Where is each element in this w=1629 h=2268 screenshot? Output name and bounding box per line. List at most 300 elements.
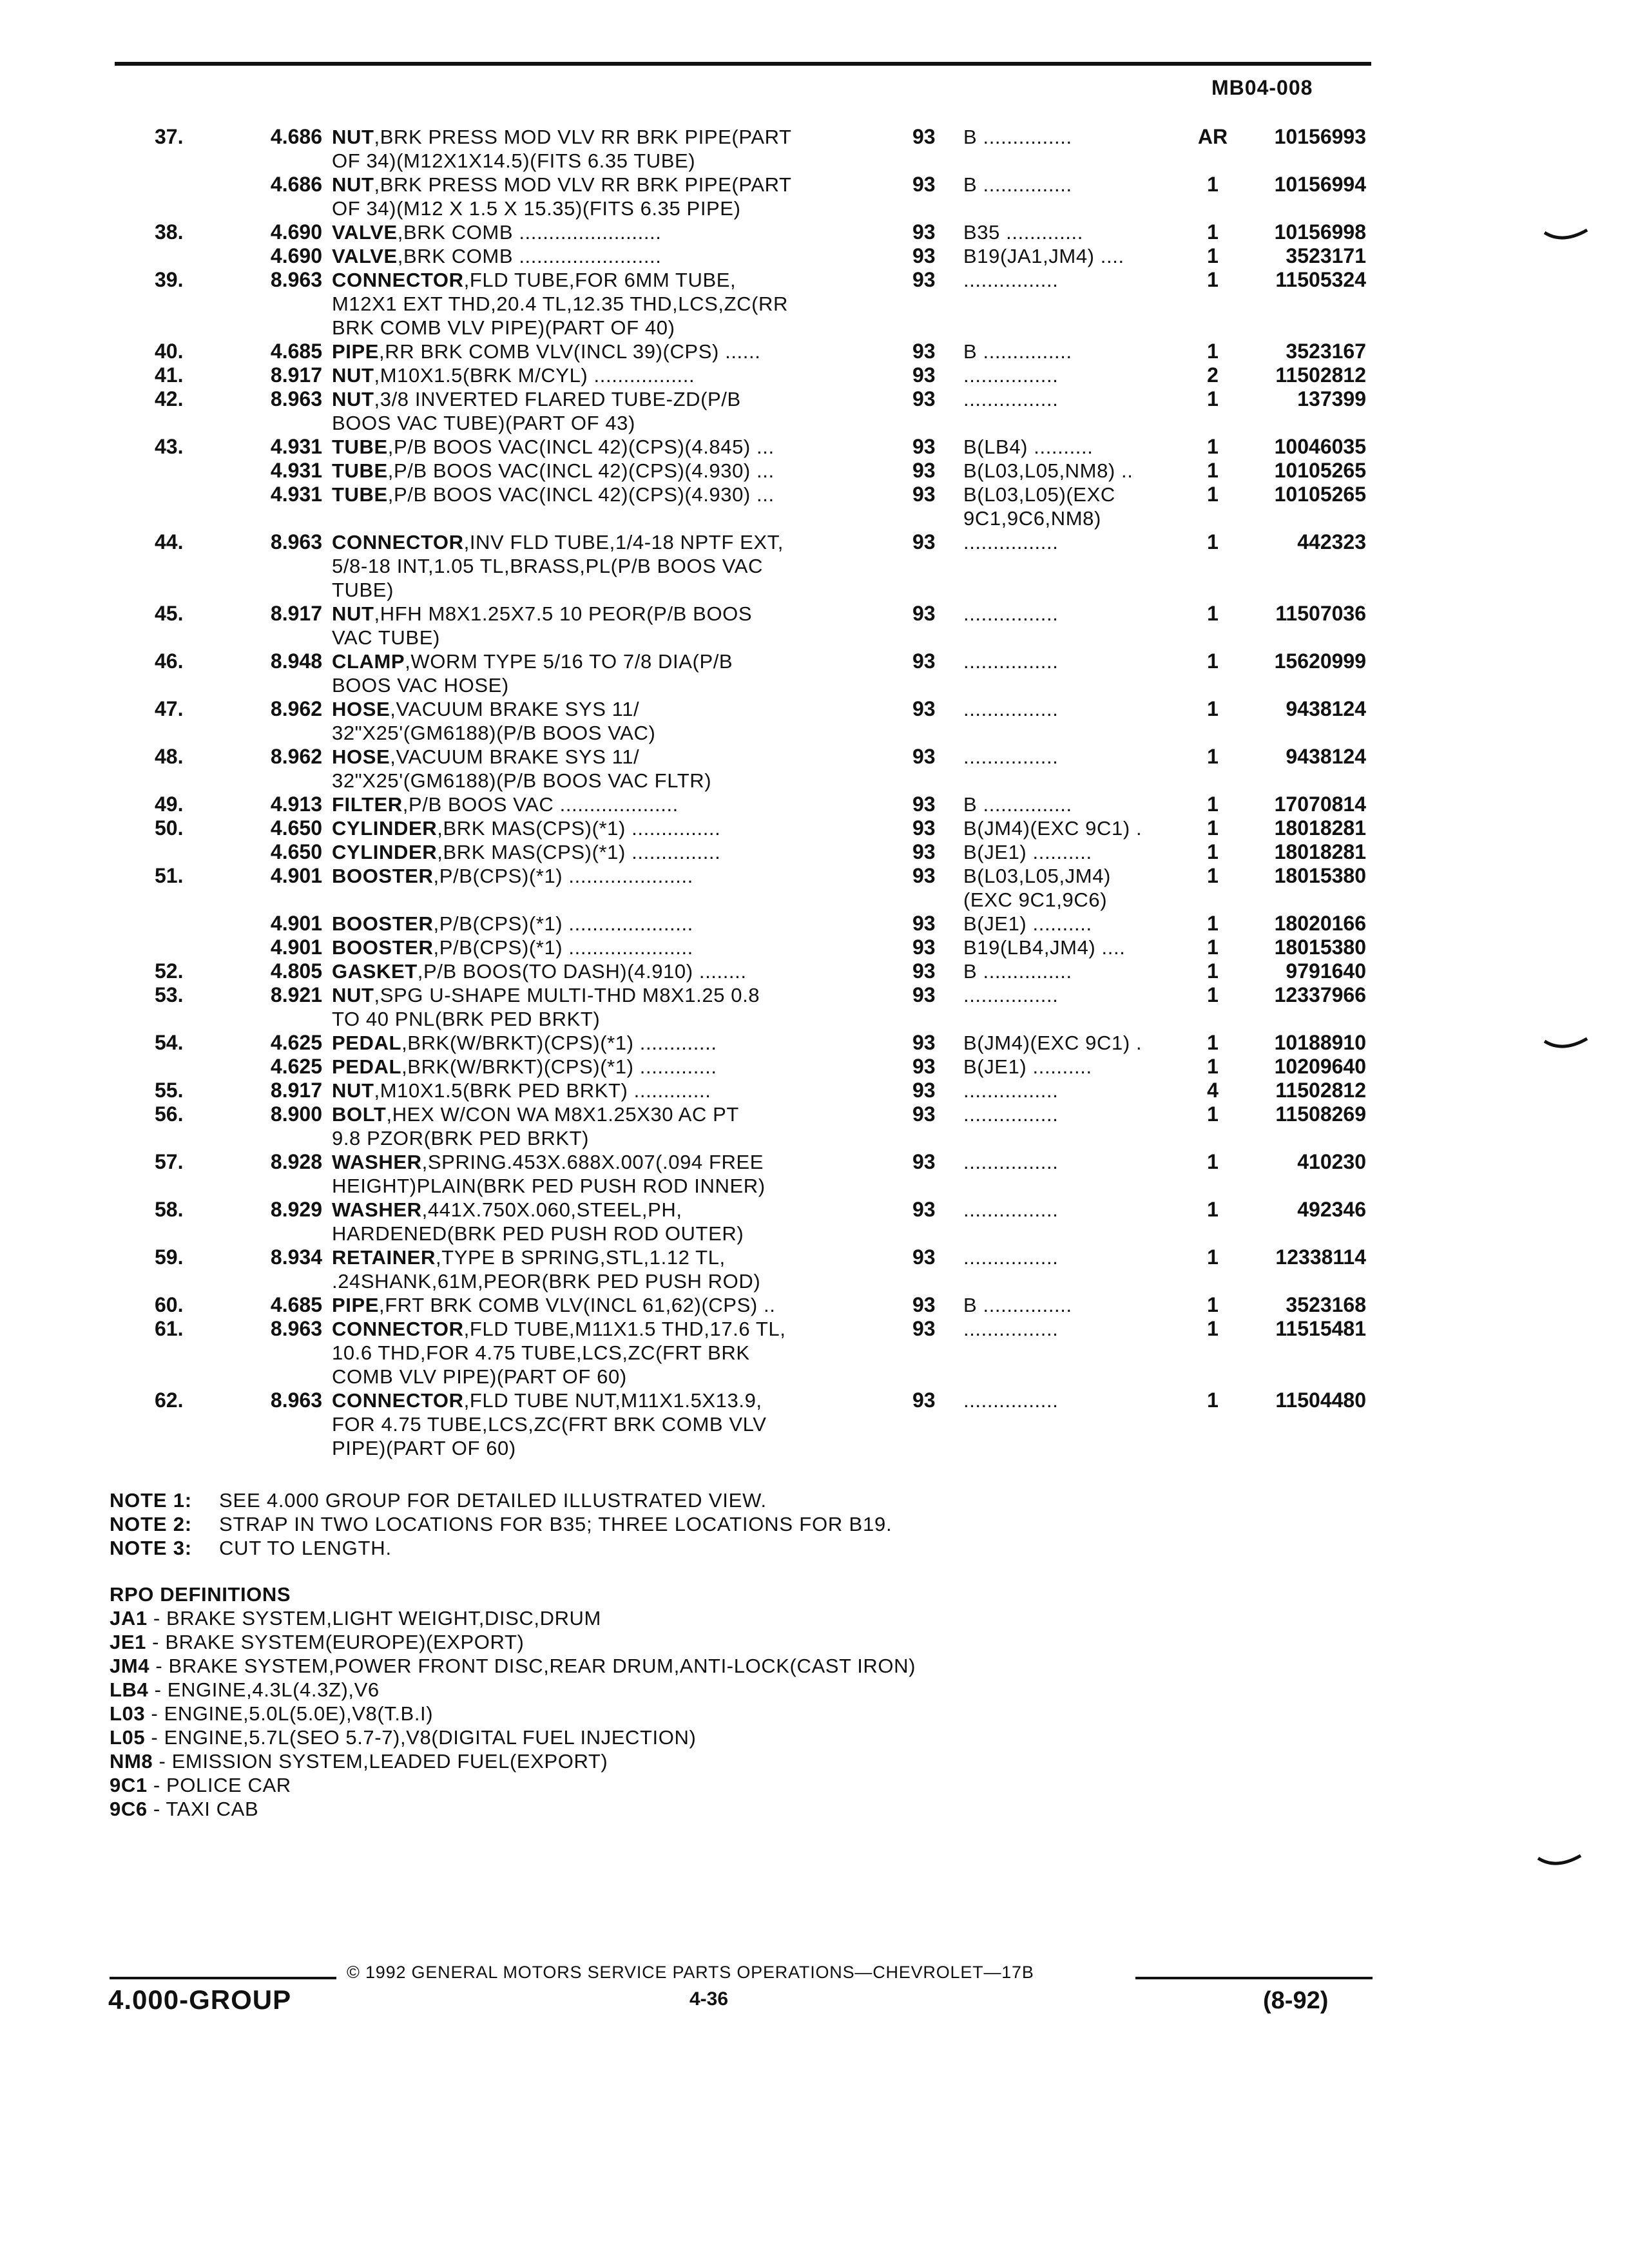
part-name: NUT bbox=[332, 126, 374, 148]
table-row bbox=[0, 435, 1629, 459]
model-year: 93 bbox=[912, 983, 936, 1006]
usage-code: B19(JA1,JM4) .... bbox=[963, 245, 1124, 267]
part-spec: ,BRK(W/BRKT)(CPS)(*1) ............. bbox=[401, 1032, 717, 1054]
part-description bbox=[332, 483, 873, 506]
part-number: 11515481 bbox=[1275, 1317, 1366, 1340]
quantity: 1 bbox=[1207, 387, 1219, 410]
quantity: 1 bbox=[1207, 912, 1219, 935]
table-row bbox=[0, 912, 1629, 936]
part-name: TUBE bbox=[332, 483, 388, 506]
quantity: 1 bbox=[1207, 1198, 1219, 1221]
part-number: 10188910 bbox=[1274, 1031, 1366, 1054]
part-spec: ,FLD TUBE NUT,M11X1.5X13.9, FOR 4.75 TUBE,LCS,ZC(FRT BRK COMB VLV PIPE)(PART OF 60) bbox=[332, 1389, 767, 1459]
usage-code: ................ bbox=[963, 1318, 1059, 1340]
table-row bbox=[0, 483, 1629, 530]
rpo-description: - EMISSION SYSTEM,LEADED FUEL(EXPORT) bbox=[153, 1750, 608, 1773]
part-spec: ,VACUUM BRAKE SYS 11/ 32"X25'(GM6188)(P/B BOOS VAC FLTR) bbox=[332, 745, 712, 792]
item-number: 42. bbox=[155, 387, 184, 410]
quantity: 1 bbox=[1207, 745, 1219, 768]
rpo-description: - BRAKE SYSTEM,POWER FRONT DISC,REAR DRUM,ANTI-LOCK(CAST IRON) bbox=[149, 1655, 916, 1677]
part-spec: ,441X.750X.060,STEEL,PH, HARDENED(BRK PED PUSH ROD OUTER) bbox=[332, 1198, 744, 1245]
part-number: 442323 bbox=[1297, 530, 1366, 553]
rpo-code: JM4 bbox=[110, 1655, 150, 1677]
model-year: 93 bbox=[912, 936, 936, 959]
item-number: 57. bbox=[155, 1150, 184, 1173]
part-spec: ,P/B(CPS)(*1) ..................... bbox=[433, 936, 693, 959]
part-number: 137399 bbox=[1297, 387, 1366, 410]
part-number: 12337966 bbox=[1274, 983, 1366, 1006]
group-number: 8.928 bbox=[270, 1150, 322, 1173]
part-name: CONNECTOR bbox=[332, 531, 464, 553]
rpo-description: - BRAKE SYSTEM(EUROPE)(EXPORT) bbox=[146, 1631, 525, 1653]
part-number: 492346 bbox=[1297, 1198, 1366, 1221]
group-number: 8.963 bbox=[270, 268, 322, 291]
part-name: GASKET bbox=[332, 960, 418, 983]
rpo-title: RPO DEFINITIONS bbox=[110, 1583, 291, 1606]
part-number: 10156993 bbox=[1274, 125, 1366, 148]
part-number: 18020166 bbox=[1274, 912, 1366, 935]
item-number: 53. bbox=[155, 983, 184, 1006]
table-row bbox=[0, 1198, 1629, 1245]
quantity: 1 bbox=[1207, 816, 1219, 840]
table-row bbox=[0, 125, 1629, 173]
model-year: 93 bbox=[912, 816, 936, 840]
part-description bbox=[332, 1317, 873, 1389]
model-year: 93 bbox=[912, 912, 936, 935]
part-spec: ,P/B BOOS VAC(INCL 42)(CPS)(4.930) ... bbox=[387, 459, 775, 482]
usage-code: B(L03,L05)(EXC 9C1,9C6,NM8) bbox=[963, 483, 1115, 530]
part-description bbox=[332, 697, 873, 745]
table-row bbox=[0, 983, 1629, 1031]
rpo-item bbox=[110, 1702, 1269, 1725]
model-year: 93 bbox=[912, 1102, 936, 1126]
part-spec: ,BRK MAS(CPS)(*1) ............... bbox=[437, 817, 721, 840]
part-name: NUT bbox=[332, 984, 374, 1006]
part-name: NUT bbox=[332, 173, 374, 196]
usage-code: B ............... bbox=[963, 960, 1072, 983]
table-row bbox=[0, 1293, 1629, 1317]
model-year: 93 bbox=[912, 220, 936, 244]
item-number: 61. bbox=[155, 1317, 184, 1340]
rpo-item bbox=[110, 1797, 1269, 1821]
item-number: 46. bbox=[155, 649, 184, 673]
usage-code: ................ bbox=[963, 650, 1059, 673]
model-year: 93 bbox=[912, 340, 936, 363]
group-number: 4.650 bbox=[270, 840, 322, 863]
note-text: STRAP IN TWO LOCATIONS FOR B35; THREE LOCATIONS FOR B19. bbox=[219, 1513, 892, 1535]
part-name: NUT bbox=[332, 1079, 374, 1102]
usage-code: ................ bbox=[963, 1389, 1059, 1412]
quantity: 1 bbox=[1207, 840, 1219, 863]
part-number: 3523167 bbox=[1286, 340, 1366, 363]
part-description bbox=[332, 1031, 873, 1055]
quantity: 1 bbox=[1207, 1150, 1219, 1173]
part-name: RETAINER bbox=[332, 1246, 436, 1269]
part-description bbox=[332, 244, 873, 268]
part-name: NUT bbox=[332, 388, 374, 410]
item-number: 52. bbox=[155, 959, 184, 983]
item-number: 60. bbox=[155, 1293, 184, 1316]
part-name: HOSE bbox=[332, 745, 390, 768]
part-description bbox=[332, 1079, 873, 1102]
table-row bbox=[0, 1389, 1629, 1460]
table-row bbox=[0, 530, 1629, 602]
part-number: 10105265 bbox=[1274, 483, 1366, 506]
group-number: 4.690 bbox=[270, 244, 322, 267]
note-text: SEE 4.000 GROUP FOR DETAILED ILLUSTRATED VIEW. bbox=[219, 1489, 767, 1512]
part-description bbox=[332, 793, 873, 816]
part-name: PEDAL bbox=[332, 1055, 402, 1078]
part-number: 10105265 bbox=[1274, 459, 1366, 482]
part-spec: ,P/B BOOS VAC(INCL 42)(CPS)(4.930) ... bbox=[387, 483, 775, 506]
usage-code: B(L03,L05,NM8) .. bbox=[963, 459, 1133, 482]
note-text: CUT TO LENGTH. bbox=[219, 1537, 392, 1559]
table-row bbox=[0, 793, 1629, 816]
part-spec: ,WORM TYPE 5/16 TO 7/8 DIA(P/B BOOS VAC HOSE) bbox=[332, 650, 733, 697]
part-number: 10046035 bbox=[1274, 435, 1366, 458]
part-name: CONNECTOR bbox=[332, 269, 464, 291]
usage-code: B ............... bbox=[963, 173, 1072, 196]
group-number: 8.917 bbox=[270, 602, 322, 625]
part-spec: ,INV FLD TUBE,1/4-18 NPTF EXT, 5/8-18 INT,1.05 TL,BRASS,PL(P/B BOOS VAC TUBE) bbox=[332, 531, 784, 601]
part-description bbox=[332, 1102, 873, 1150]
table-row bbox=[0, 1150, 1629, 1198]
usage-code: B(JE1) .......... bbox=[963, 912, 1092, 935]
part-number: 9438124 bbox=[1286, 697, 1366, 720]
quantity: 1 bbox=[1207, 1389, 1219, 1412]
group-number: 8.962 bbox=[270, 745, 322, 768]
model-year: 93 bbox=[912, 268, 936, 291]
item-number: 41. bbox=[155, 363, 184, 387]
note-line bbox=[110, 1536, 1205, 1560]
quantity: 1 bbox=[1207, 1102, 1219, 1126]
part-spec: ,SPRING.453X.688X.007(.094 FREE HEIGHT)PLAIN(BRK PED PUSH ROD INNER) bbox=[332, 1151, 766, 1197]
usage-code: B19(LB4,JM4) .... bbox=[963, 936, 1126, 959]
item-number: 37. bbox=[155, 125, 184, 148]
group-number: 4.625 bbox=[270, 1031, 322, 1054]
quantity: 1 bbox=[1207, 649, 1219, 673]
group-number: 8.929 bbox=[270, 1198, 322, 1221]
model-year: 93 bbox=[912, 602, 936, 625]
part-description bbox=[332, 387, 873, 435]
table-row bbox=[0, 697, 1629, 745]
part-description bbox=[332, 1245, 873, 1293]
table-row bbox=[0, 173, 1629, 220]
part-description bbox=[332, 959, 873, 983]
usage-code: B(JM4)(EXC 9C1) . bbox=[963, 1032, 1142, 1054]
quantity: 1 bbox=[1207, 793, 1219, 816]
model-year: 93 bbox=[912, 173, 936, 196]
usage-code: ................ bbox=[963, 1246, 1059, 1269]
part-description bbox=[332, 1055, 873, 1079]
note-tag: NOTE 2: bbox=[110, 1513, 192, 1535]
part-name: PEDAL bbox=[332, 1032, 402, 1054]
usage-code: ................ bbox=[963, 984, 1059, 1006]
model-year: 93 bbox=[912, 363, 936, 387]
rpo-definitions bbox=[110, 1582, 1269, 1821]
quantity: 1 bbox=[1207, 435, 1219, 458]
part-number: 17070814 bbox=[1274, 793, 1366, 816]
table-row bbox=[0, 864, 1629, 912]
usage-code: ................ bbox=[963, 698, 1059, 720]
model-year: 93 bbox=[912, 435, 936, 458]
note-tag: NOTE 1: bbox=[110, 1489, 192, 1512]
table-row bbox=[0, 602, 1629, 649]
quantity: 1 bbox=[1207, 483, 1219, 506]
copyright-text: © 1992 GENERAL MOTORS SERVICE PARTS OPERATIONS—CHEVROLET—17B bbox=[347, 1963, 1034, 1982]
part-name: WASHER bbox=[332, 1198, 422, 1221]
table-row bbox=[0, 816, 1629, 840]
quantity: 1 bbox=[1207, 220, 1219, 244]
model-year: 93 bbox=[912, 840, 936, 863]
part-name: BOOSTER bbox=[332, 912, 434, 935]
table-row bbox=[0, 244, 1629, 268]
part-number: 11502812 bbox=[1275, 363, 1366, 387]
model-year: 93 bbox=[912, 697, 936, 720]
part-name: BOOSTER bbox=[332, 936, 434, 959]
item-number: 40. bbox=[155, 340, 184, 363]
group-number: 8.917 bbox=[270, 1079, 322, 1102]
part-spec: ,P/B(CPS)(*1) ..................... bbox=[433, 865, 693, 887]
part-number: 3523171 bbox=[1286, 244, 1366, 267]
part-description bbox=[332, 125, 873, 173]
group-number: 8.917 bbox=[270, 363, 322, 387]
item-number: 56. bbox=[155, 1102, 184, 1126]
rpo-item bbox=[110, 1606, 1269, 1630]
item-number: 45. bbox=[155, 602, 184, 625]
quantity: 1 bbox=[1207, 936, 1219, 959]
part-spec: ,FLD TUBE,M11X1.5 THD,17.6 TL, 10.6 THD,FOR 4.75 TUBE,LCS,ZC(FRT BRK COMB VLV PIPE)(PART OF 60) bbox=[332, 1318, 786, 1388]
group-number: 4.805 bbox=[270, 959, 322, 983]
item-number: 39. bbox=[155, 268, 184, 291]
rpo-code: 9C6 bbox=[110, 1798, 148, 1820]
part-spec: ,BRK MAS(CPS)(*1) ............... bbox=[437, 841, 721, 863]
part-description bbox=[332, 649, 873, 697]
model-year: 93 bbox=[912, 459, 936, 482]
part-name: PIPE bbox=[332, 1294, 380, 1316]
usage-code: B ............... bbox=[963, 126, 1072, 148]
part-name: BOOSTER bbox=[332, 865, 434, 887]
rpo-item bbox=[110, 1654, 1269, 1678]
part-name: CONNECTOR bbox=[332, 1318, 464, 1340]
usage-code: ................ bbox=[963, 602, 1059, 625]
part-spec: ,BRK PRESS MOD VLV RR BRK PIPE(PART OF 34)(M12 X 1.5 X 15.35)(FITS 6.35 PIPE) bbox=[332, 173, 792, 220]
model-year: 93 bbox=[912, 483, 936, 506]
quantity: 1 bbox=[1207, 459, 1219, 482]
part-number: 11505324 bbox=[1275, 268, 1366, 291]
part-description bbox=[332, 1293, 873, 1317]
rpo-code: NM8 bbox=[110, 1750, 153, 1773]
table-row bbox=[0, 1102, 1629, 1150]
part-description bbox=[332, 173, 873, 220]
parts-list bbox=[0, 125, 1629, 1460]
usage-code: B ............... bbox=[963, 793, 1072, 816]
quantity: 1 bbox=[1207, 268, 1219, 291]
quantity: 1 bbox=[1207, 244, 1219, 267]
group-number: 8.948 bbox=[270, 649, 322, 673]
group-number: 8.963 bbox=[270, 1317, 322, 1340]
part-description bbox=[332, 340, 873, 363]
part-name: CLAMP bbox=[332, 650, 405, 673]
model-year: 93 bbox=[912, 864, 936, 887]
quantity: 4 bbox=[1207, 1079, 1219, 1102]
quantity: 1 bbox=[1207, 173, 1219, 196]
group-number: 4.625 bbox=[270, 1055, 322, 1078]
model-year: 93 bbox=[912, 1079, 936, 1102]
rpo-code: LB4 bbox=[110, 1678, 149, 1701]
part-spec: ,M10X1.5(BRK PED BRKT) ............. bbox=[374, 1079, 711, 1102]
part-spec: ,P/B(CPS)(*1) ..................... bbox=[433, 912, 693, 935]
part-spec: ,P/B BOOS VAC .................... bbox=[402, 793, 679, 816]
model-year: 93 bbox=[912, 649, 936, 673]
table-row bbox=[0, 220, 1629, 244]
part-spec: ,P/B BOOS VAC(INCL 42)(CPS)(4.845) ... bbox=[387, 436, 775, 458]
part-description bbox=[332, 220, 873, 244]
group-number: 8.963 bbox=[270, 530, 322, 553]
quantity: 1 bbox=[1207, 340, 1219, 363]
usage-code: B ............... bbox=[963, 340, 1072, 363]
model-year: 93 bbox=[912, 1245, 936, 1269]
item-number: 59. bbox=[155, 1245, 184, 1269]
model-year: 93 bbox=[912, 530, 936, 553]
table-row bbox=[0, 387, 1629, 435]
group-number: 4.686 bbox=[270, 125, 322, 148]
rpo-description: - TAXI CAB bbox=[147, 1798, 259, 1820]
quantity: 1 bbox=[1207, 1245, 1219, 1269]
table-row bbox=[0, 745, 1629, 793]
rpo-description: - ENGINE,4.3L(4.3Z),V6 bbox=[148, 1678, 380, 1701]
part-spec: ,SPG U-SHAPE MULTI-THD M8X1.25 0.8 TO 40 PNL(BRK PED BRKT) bbox=[332, 984, 760, 1030]
part-spec: ,TYPE B SPRING,STL,1.12 TL, .24SHANK,61M,PEOR(BRK PED PUSH ROD) bbox=[332, 1246, 761, 1293]
item-number: 58. bbox=[155, 1198, 184, 1221]
rpo-item bbox=[110, 1773, 1269, 1797]
part-spec: ,BRK(W/BRKT)(CPS)(*1) ............. bbox=[401, 1055, 717, 1078]
group-number: 4.686 bbox=[270, 173, 322, 196]
part-number: 3523168 bbox=[1286, 1293, 1366, 1316]
table-row bbox=[0, 959, 1629, 983]
rpo-code: 9C1 bbox=[110, 1774, 148, 1796]
item-number: 62. bbox=[155, 1389, 184, 1412]
part-description bbox=[332, 435, 873, 459]
rpo-item bbox=[110, 1678, 1269, 1702]
group-number: 8.962 bbox=[270, 697, 322, 720]
table-row bbox=[0, 936, 1629, 959]
part-description bbox=[332, 983, 873, 1031]
part-number: 11507036 bbox=[1275, 602, 1366, 625]
group-number: 8.934 bbox=[270, 1245, 322, 1269]
model-year: 93 bbox=[912, 1055, 936, 1078]
part-number: 18018281 bbox=[1274, 816, 1366, 840]
model-year: 93 bbox=[912, 125, 936, 148]
part-description bbox=[332, 459, 873, 483]
table-row bbox=[0, 363, 1629, 387]
part-number: 15620999 bbox=[1274, 649, 1366, 673]
rpo-description: - ENGINE,5.0L(5.0E),V8(T.B.I) bbox=[145, 1702, 434, 1725]
quantity: 1 bbox=[1207, 602, 1219, 625]
part-description bbox=[332, 840, 873, 864]
group-number: 4.913 bbox=[270, 793, 322, 816]
group-number: 8.900 bbox=[270, 1102, 322, 1126]
notes-section bbox=[110, 1488, 1205, 1560]
page-id: MB04-008 bbox=[1211, 76, 1313, 99]
part-spec: ,P/B BOOS(TO DASH)(4.910) ........ bbox=[417, 960, 747, 983]
part-name: FILTER bbox=[332, 793, 403, 816]
group-number: 4.685 bbox=[270, 1293, 322, 1316]
usage-code: ................ bbox=[963, 1103, 1059, 1126]
check-mark-icon bbox=[1537, 1854, 1582, 1874]
part-spec: ,FLD TUBE,FOR 6MM TUBE, M12X1 EXT THD,20.4 TL,12.35 THD,LCS,ZC(RR BRK COMB VLV PIPE)(PART OF 40) bbox=[332, 269, 789, 339]
usage-code: ................ bbox=[963, 1151, 1059, 1173]
item-number: 49. bbox=[155, 793, 184, 816]
rpo-description: - BRAKE SYSTEM,LIGHT WEIGHT,DISC,DRUM bbox=[147, 1607, 601, 1629]
table-row bbox=[0, 1317, 1629, 1389]
part-number: 9438124 bbox=[1286, 745, 1366, 768]
model-year: 93 bbox=[912, 1389, 936, 1412]
rpo-item bbox=[110, 1749, 1269, 1773]
part-name: CYLINDER bbox=[332, 841, 438, 863]
part-number: 10156994 bbox=[1274, 173, 1366, 196]
group-number: 4.650 bbox=[270, 816, 322, 840]
check-mark-icon bbox=[1543, 1037, 1588, 1057]
part-number: 18018281 bbox=[1274, 840, 1366, 863]
part-description bbox=[332, 602, 873, 649]
usage-code: ................ bbox=[963, 364, 1059, 387]
part-spec: ,3/8 INVERTED FLARED TUBE-ZD(P/B BOOS VAC TUBE)(PART OF 43) bbox=[332, 388, 741, 434]
part-description bbox=[332, 363, 873, 387]
part-number: 10209640 bbox=[1274, 1055, 1366, 1078]
usage-code: B(JM4)(EXC 9C1) . bbox=[963, 817, 1142, 840]
part-description bbox=[332, 864, 873, 888]
part-spec: ,BRK COMB ........................ bbox=[397, 245, 662, 267]
item-number: 54. bbox=[155, 1031, 184, 1054]
part-number: 11502812 bbox=[1275, 1079, 1366, 1102]
part-name: TUBE bbox=[332, 459, 388, 482]
footer-rule-right bbox=[1135, 1977, 1373, 1979]
part-spec: ,BRK COMB ........................ bbox=[397, 221, 662, 244]
group-number: 8.963 bbox=[270, 1389, 322, 1412]
part-number: 12338114 bbox=[1275, 1245, 1366, 1269]
model-year: 93 bbox=[912, 793, 936, 816]
model-year: 93 bbox=[912, 1150, 936, 1173]
usage-code: ................ bbox=[963, 745, 1059, 768]
group-number: 8.963 bbox=[270, 387, 322, 410]
usage-code: B(JE1) .......... bbox=[963, 1055, 1092, 1078]
rpo-code: L05 bbox=[110, 1726, 146, 1749]
part-spec: ,RR BRK COMB VLV(INCL 39)(CPS) ...... bbox=[379, 340, 761, 363]
part-name: VALVE bbox=[332, 245, 398, 267]
part-description bbox=[332, 745, 873, 793]
rpo-code: JA1 bbox=[110, 1607, 148, 1629]
item-number: 51. bbox=[155, 864, 184, 887]
table-row bbox=[0, 268, 1629, 340]
part-description bbox=[332, 936, 873, 959]
quantity: 1 bbox=[1207, 1055, 1219, 1078]
part-name: NUT bbox=[332, 602, 374, 625]
usage-code: B ............... bbox=[963, 1294, 1072, 1316]
item-number: 43. bbox=[155, 435, 184, 458]
item-number: 50. bbox=[155, 816, 184, 840]
group-number: 4.931 bbox=[270, 483, 322, 506]
part-spec: ,HEX W/CON WA M8X1.25X30 AC PT 9.8 PZOR(BRK PED BRKT) bbox=[332, 1103, 739, 1149]
usage-code: ................ bbox=[963, 1079, 1059, 1102]
part-name: CONNECTOR bbox=[332, 1389, 464, 1412]
group-number: 4.690 bbox=[270, 220, 322, 244]
group-number: 4.685 bbox=[270, 340, 322, 363]
part-description bbox=[332, 1389, 873, 1460]
group-number: 4.901 bbox=[270, 912, 322, 935]
usage-code: B(JE1) .......... bbox=[963, 841, 1092, 863]
model-year: 93 bbox=[912, 959, 936, 983]
